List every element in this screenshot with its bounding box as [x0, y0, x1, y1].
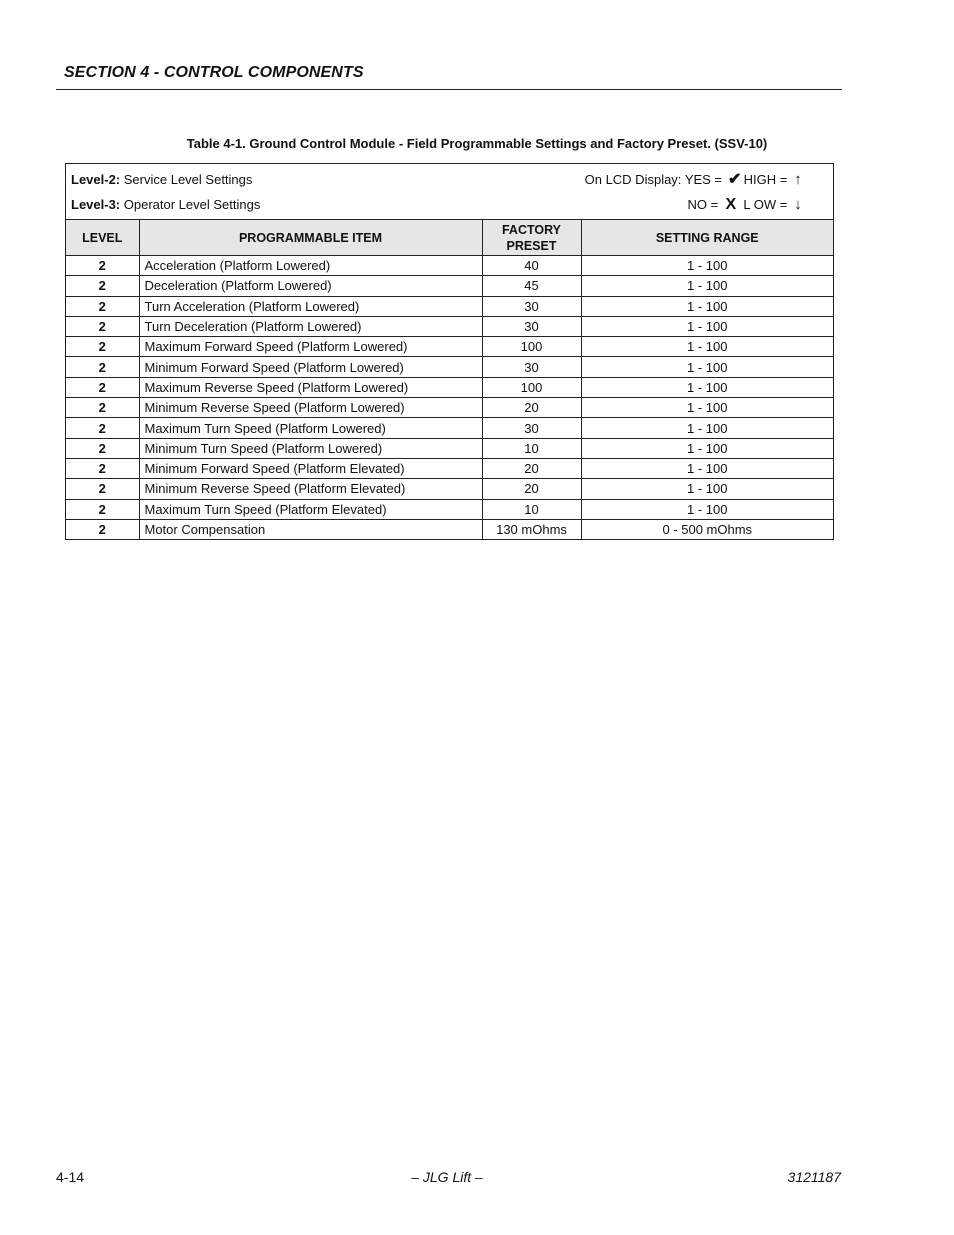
lcd-yes-high [585, 172, 805, 187]
cell-level: 2 [66, 357, 139, 377]
cell-preset: 100 [482, 337, 581, 357]
cell-item: Turn Acceleration (Platform Lowered) [139, 296, 482, 316]
cell-level: 2 [66, 438, 139, 458]
cell-preset: 130 mOhms [482, 519, 581, 539]
yes-label: YES = [684, 172, 723, 187]
cell-preset: 100 [482, 377, 581, 397]
cell-preset: 30 [482, 357, 581, 377]
table-body [66, 256, 833, 540]
cell-range: 1 - 100 [581, 296, 833, 316]
cell-preset: 20 [482, 458, 581, 478]
cell-range: 1 - 100 [581, 357, 833, 377]
col-header-item: PROGRAMMABLE ITEM [139, 220, 482, 256]
cell-range: 1 - 100 [581, 418, 833, 438]
table-row [66, 357, 833, 377]
table-row [66, 276, 833, 296]
high-label: HIGH = [743, 172, 788, 187]
table-row [66, 418, 833, 438]
lcd-no-low [687, 197, 805, 212]
cell-item: Motor Compensation [139, 519, 482, 539]
check-icon: ✔ [727, 171, 742, 188]
legend-level3 [71, 197, 260, 212]
cell-level: 2 [66, 458, 139, 478]
legend-level2-text: Service Level Settings [123, 172, 253, 187]
cell-preset: 30 [482, 316, 581, 336]
cell-item: Maximum Turn Speed (Platform Lowered) [139, 418, 482, 438]
legend-level2-label: Level-2: [71, 172, 121, 187]
cell-range: 1 - 100 [581, 316, 833, 336]
table-row [66, 256, 833, 276]
table-row [66, 479, 833, 499]
cell-range: 1 - 100 [581, 256, 833, 276]
cell-item: Maximum Turn Speed (Platform Elevated) [139, 499, 482, 519]
cell-item: Minimum Turn Speed (Platform Lowered) [139, 438, 482, 458]
section-header: SECTION 4 - CONTROL COMPONENTS [64, 64, 364, 81]
cell-item: Minimum Forward Speed (Platform Elevated) [139, 458, 482, 478]
cell-level: 2 [66, 499, 139, 519]
cell-level: 2 [66, 418, 139, 438]
cell-level: 2 [66, 296, 139, 316]
cell-preset: 30 [482, 418, 581, 438]
no-label: NO = [687, 197, 719, 212]
cell-level: 2 [66, 316, 139, 336]
legend-level2 [71, 172, 252, 187]
cell-level: 2 [66, 479, 139, 499]
settings-table [65, 163, 834, 540]
cell-preset: 10 [482, 499, 581, 519]
cell-range: 1 - 100 [581, 276, 833, 296]
footer-brand: – JLG Lift – [411, 1169, 483, 1185]
cell-item: Turn Deceleration (Platform Lowered) [139, 316, 482, 336]
cell-item: Minimum Reverse Speed (Platform Lowered) [139, 398, 482, 418]
col-header-preset-line1: FACTORY [501, 222, 562, 237]
cell-level: 2 [66, 398, 139, 418]
up-arrow-icon: ↑ [794, 171, 802, 188]
table-title: Table 4-1. Ground Control Module - Field Programmable Settings and Factory Preset. (SSV-10) [186, 136, 768, 151]
cell-range: 1 - 100 [581, 337, 833, 357]
table-row [66, 519, 833, 539]
lcd-label: On LCD Display: [584, 172, 682, 187]
table-row [66, 377, 833, 397]
doc-number: 3121187 [787, 1169, 841, 1185]
cell-preset: 40 [482, 256, 581, 276]
cell-range: 1 - 100 [581, 377, 833, 397]
cell-preset: 10 [482, 438, 581, 458]
col-header-range: SETTING RANGE [581, 220, 833, 256]
page-number: 4-14 [56, 1169, 85, 1185]
cell-item: Maximum Reverse Speed (Platform Lowered) [139, 377, 482, 397]
down-arrow-icon: ↓ [794, 196, 802, 213]
table-row [66, 499, 833, 519]
cell-range: 1 - 100 [581, 499, 833, 519]
table-row [66, 438, 833, 458]
cell-range: 0 - 500 mOhms [581, 519, 833, 539]
col-header-preset [482, 220, 581, 256]
settings-grid [66, 220, 833, 539]
cell-item: Maximum Forward Speed (Platform Lowered) [139, 337, 482, 357]
cell-level: 2 [66, 337, 139, 357]
cell-item: Minimum Reverse Speed (Platform Elevated) [139, 479, 482, 499]
cell-range: 1 - 100 [581, 479, 833, 499]
cell-range: 1 - 100 [581, 398, 833, 418]
cell-level: 2 [66, 276, 139, 296]
cell-range: 1 - 100 [581, 458, 833, 478]
table-header-row [66, 220, 833, 256]
cell-item: Minimum Forward Speed (Platform Lowered) [139, 357, 482, 377]
cell-item: Acceleration (Platform Lowered) [139, 256, 482, 276]
cell-level: 2 [66, 377, 139, 397]
table-legend [66, 164, 833, 220]
header-rule [56, 89, 842, 90]
col-header-level: LEVEL [66, 220, 139, 256]
legend-level3-label: Level-3: [71, 197, 121, 212]
cell-preset: 45 [482, 276, 581, 296]
cell-level: 2 [66, 519, 139, 539]
cell-level: 2 [66, 256, 139, 276]
table-row [66, 458, 833, 478]
cell-preset: 20 [482, 479, 581, 499]
cell-preset: 30 [482, 296, 581, 316]
cell-item: Deceleration (Platform Lowered) [139, 276, 482, 296]
x-icon: X [725, 196, 737, 213]
cell-range: 1 - 100 [581, 438, 833, 458]
legend-level3-text: Operator Level Settings [123, 197, 261, 212]
table-row [66, 316, 833, 336]
col-header-preset-line2: PRESET [506, 238, 557, 253]
table-row [66, 337, 833, 357]
table-row [66, 296, 833, 316]
low-label: L OW = [743, 197, 788, 212]
table-row [66, 398, 833, 418]
cell-preset: 20 [482, 398, 581, 418]
